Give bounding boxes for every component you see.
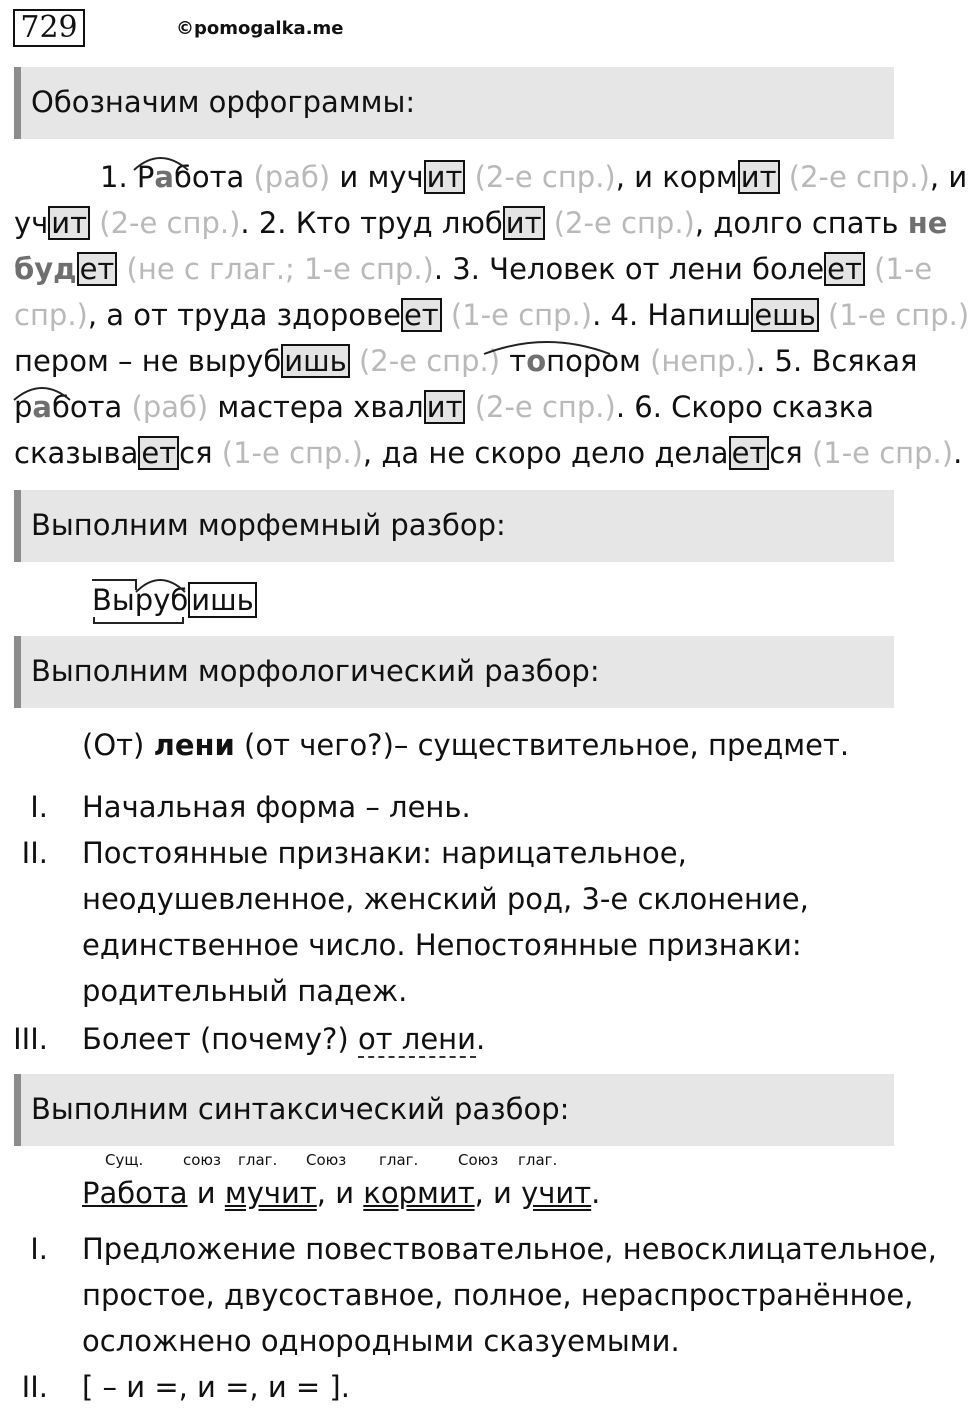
stem-mark (94, 617, 183, 623)
roman-numeral: I. (30, 1232, 48, 1266)
ending-box: ишь (188, 582, 256, 618)
ortho-line-3: буд ет (не с глаг.; 1-е спр.). 3. Человек от лени боле ет (1-е (14, 252, 933, 286)
pos-label: союз (183, 1151, 222, 1169)
morph-item-2-line: единственное число. Непостоянные признаки: (82, 928, 802, 962)
exercise-number: 729 (13, 9, 85, 47)
ending-box: ит (738, 160, 780, 194)
roman-numeral: III. (13, 1022, 48, 1056)
predicate: мучит (224, 1176, 317, 1210)
root: руб (134, 583, 189, 617)
ending-box: ет (77, 252, 118, 286)
parsed-sentence: Работа и мучит, и кормит, и учит. (82, 1176, 601, 1210)
synt-item-1-line: простое, двусоставное, полное, нераспространённое, (82, 1278, 914, 1312)
roman-numeral: I. (30, 790, 48, 824)
pos-label: Сущ. (105, 1151, 144, 1169)
morph-item-2-line: Постоянные признаки: нарицательное, (82, 836, 687, 870)
prefix-mark (92, 580, 136, 590)
pos-label: глаг. (518, 1151, 558, 1169)
pos-label: Союз (458, 1151, 499, 1169)
morph-item-2-line: неодушевленное, женский род, 3-е склонение, (82, 882, 809, 916)
section-title: Выполним синтаксический разбор: (31, 1092, 570, 1126)
prefix: Вы (92, 583, 135, 617)
site-watermark: ©pomogalka.me (176, 18, 344, 39)
synt-item-1-line: Предложение повествовательное, невосклицательное, (82, 1232, 937, 1266)
section-header-morphological (14, 636, 894, 708)
ending-box: ит (424, 390, 466, 424)
sentence-scheme: [ – и =, и =, и = ]. (82, 1370, 350, 1404)
section-title: Выполним морфемный разбор: (31, 508, 506, 542)
ending-box: ешь (751, 298, 818, 332)
ending-box: ишь (281, 344, 349, 378)
subject: Работа (82, 1176, 188, 1210)
ortho-line-1: 1. Работа (раб) и муч ит (2-е спр.), и корм ит (2-е спр.), и (100, 160, 968, 194)
ending-box: ет (824, 252, 865, 286)
ending-box: ит (424, 160, 466, 194)
adverbial-underline: от лени (357, 1022, 476, 1056)
pos-label: глаг. (238, 1151, 278, 1169)
ending-box: ет (401, 298, 442, 332)
ending-box: ит (48, 206, 90, 240)
predicate: учит (521, 1176, 592, 1210)
ortho-line-5: пером – не выруб ишь (2-е спр.) топором (непр.). 5. Всякая (14, 344, 918, 378)
pos-label: глаг. (379, 1151, 419, 1169)
ortho-line-7: сказыва ет ся (1-е спр.), да не скоро дело дела ет ся (1-е спр.). (14, 436, 963, 470)
predicate: кормит (363, 1176, 475, 1210)
ortho-line-4: спр.), а от труда здорове ет (1-е спр.). 4. Напиш ешь (1-е спр.) (14, 298, 969, 332)
synt-item-1-line: осложнено однородными сказуемыми. (82, 1324, 680, 1358)
morph-item-2-line: родительный падеж. (82, 974, 408, 1008)
ortho-line-6: работа (раб) мастера хвал ит (2-е спр.). 6. Скоро сказка (14, 390, 874, 424)
ortho-line-2: уч ит (2-е спр.). 2. Кто труд люб ит (2-е спр.), долго спать не (14, 206, 948, 240)
roman-numeral: II. (21, 836, 48, 870)
ending-box: ет (729, 436, 770, 470)
pos-label: Союз (306, 1151, 347, 1169)
ending-box: ит (503, 206, 545, 240)
ending-box: ет (138, 436, 179, 470)
root-arc (136, 580, 185, 592)
section-header-syntactic (14, 1074, 894, 1146)
roman-numeral: II. (21, 1370, 48, 1404)
morph-item-3: Болеет (почему?) от лени. (82, 1022, 486, 1056)
morph-intro: (От) лени (от чего?)– существительное, предмет. (82, 728, 850, 762)
section-title: Выполним морфологический разбор: (31, 654, 600, 688)
morph-item-1: Начальная форма – лень. (82, 790, 471, 824)
section-title: Обозначим орфограммы: (31, 85, 416, 119)
